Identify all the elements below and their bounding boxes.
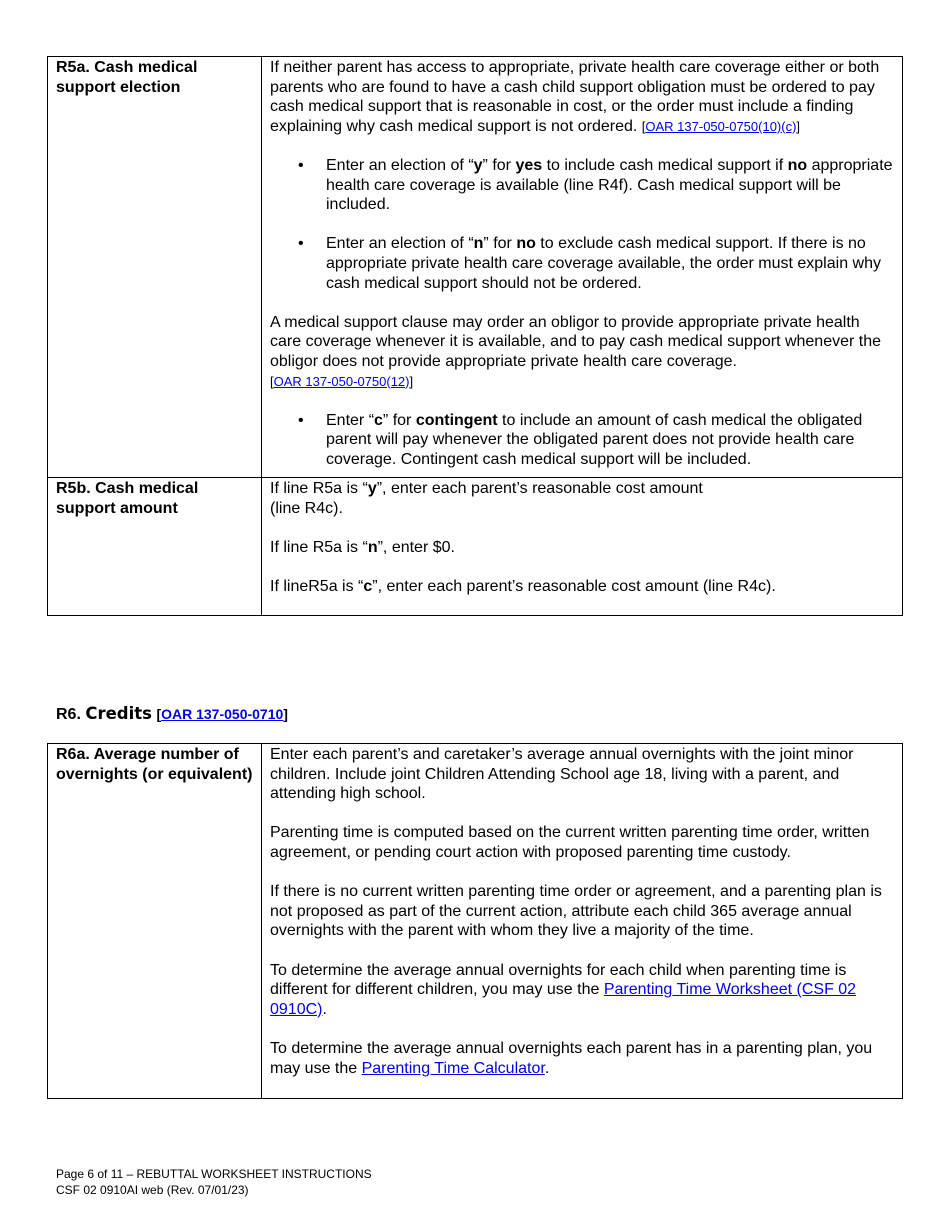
r6a-p1: Enter each parent’s and caretaker’s average annual overnights with the joint minor children. Include joint Children Attending School age 18, living with a parent, and attending high school. (270, 746, 854, 803)
bullet-contingent: • Enter “c” for contingent to include an amount of cash medical the obligated parent will pay whenever the obligated parent does not provide health care coverage. Contingent cash medical support will be included. (326, 411, 894, 470)
r5b-content (262, 478, 903, 616)
r6a-p2: Parenting time is computed based on the current written parenting time order, written agreement, or pending court action with proposed parenting time custody. (270, 824, 870, 861)
r5-table (47, 56, 903, 616)
r5a-clause (270, 313, 894, 391)
r6-table (47, 743, 903, 1099)
bullet-no: • Enter an election of “n” for no to exclude cash medical support. If there is no appropriate private health care coverage available, the order must explain why cash medical support should not be ordered. (326, 234, 894, 293)
r5b-line-no: If line R5a is “n”, enter $0. (270, 539, 455, 557)
r5a-contingent-list (270, 411, 894, 470)
r6a-label: R6a. Average number of overnights (or equivalent) (48, 744, 262, 1099)
r5b-label: R5b. Cash medical support amount (48, 478, 262, 616)
r5a-content (262, 57, 903, 478)
r5b-line-contingent: If lineR5a is “c”, enter each parent’s reasonable cost amount (line R4c). (270, 578, 776, 596)
r6-heading-number: R6. (56, 706, 81, 723)
r6a-p4: To determine the average annual overnights for each child when parenting time is different for different children, you may use the Parenting Time Worksheet (CSF 02 0910C). (270, 961, 857, 1018)
r6-heading-title: Credits (85, 704, 152, 723)
bullet-yes: • Enter an election of “y” for yes to include cash medical support if no appropriate health care coverage is available (line R4f). Cash medical support will be included. (326, 156, 894, 215)
r5a-intro (270, 58, 894, 136)
page-footer (56, 1167, 372, 1198)
oar-0710-link[interactable]: OAR 137-050-0710 (161, 706, 284, 722)
r6-heading-cite: [OAR 137-050-0710] (156, 706, 288, 722)
r6a-p5: To determine the average annual overnights each parent has in a parenting plan, you may use the Parenting Time Calculator. (270, 1039, 873, 1077)
r5b-line-yes: If line R5a is “y”, enter each parent’s reasonable cost amount (line R4c). (270, 480, 703, 518)
r5a-intro-cite: [OAR 137-050-0750(10)(c)] (641, 118, 801, 134)
oar-0750-12-link[interactable]: OAR 137-050-0750(12) (273, 373, 410, 389)
r5b-row (48, 478, 903, 616)
parenting-time-calculator-link[interactable]: Parenting Time Calculator (361, 1059, 545, 1077)
r5a-clause-cite: [OAR 137-050-0750(12)] (270, 373, 414, 389)
footer-page-info: Page 6 of 11 – REBUTTAL WORKSHEET INSTRUCTIONS (56, 1167, 372, 1181)
r5a-label: R5a. Cash medical support election (48, 57, 262, 478)
r5a-election-list (270, 156, 894, 293)
r6a-content (262, 744, 903, 1099)
parenting-time-worksheet-link[interactable]: Parenting Time Worksheet (CSF 02 0910C) (270, 981, 857, 1018)
r6-heading (56, 704, 288, 724)
r6a-row (48, 744, 903, 1099)
r6a-p3: If there is no current written parenting time order or agreement, and a parenting plan is not proposed as part of the current action, attribute each child 365 average annual overnights with the parent with whom they live a majority of the time. (270, 883, 882, 940)
oar-0750-10c-link[interactable]: OAR 137-050-0750(10)(c) (645, 118, 797, 134)
r5a-clause-text: A medical support clause may order an obligor to provide appropriate private health care coverage whenever it is available, and to pay cash medical support whenever the obligor does not provide appropriate private health care coverage. (270, 313, 882, 370)
r5a-intro-text: If neither parent has access to appropriate, private health care coverage either or both parents who are found to have a cash child support obligation must be ordered to pay cash medical support that is reasonable in cost, or the order must include a finding explaining why cash medical support is not ordered. (270, 59, 880, 135)
footer-form-id: CSF 02 0910AI web (Rev. 07/01/23) (56, 1182, 249, 1197)
r5a-row (48, 57, 903, 478)
